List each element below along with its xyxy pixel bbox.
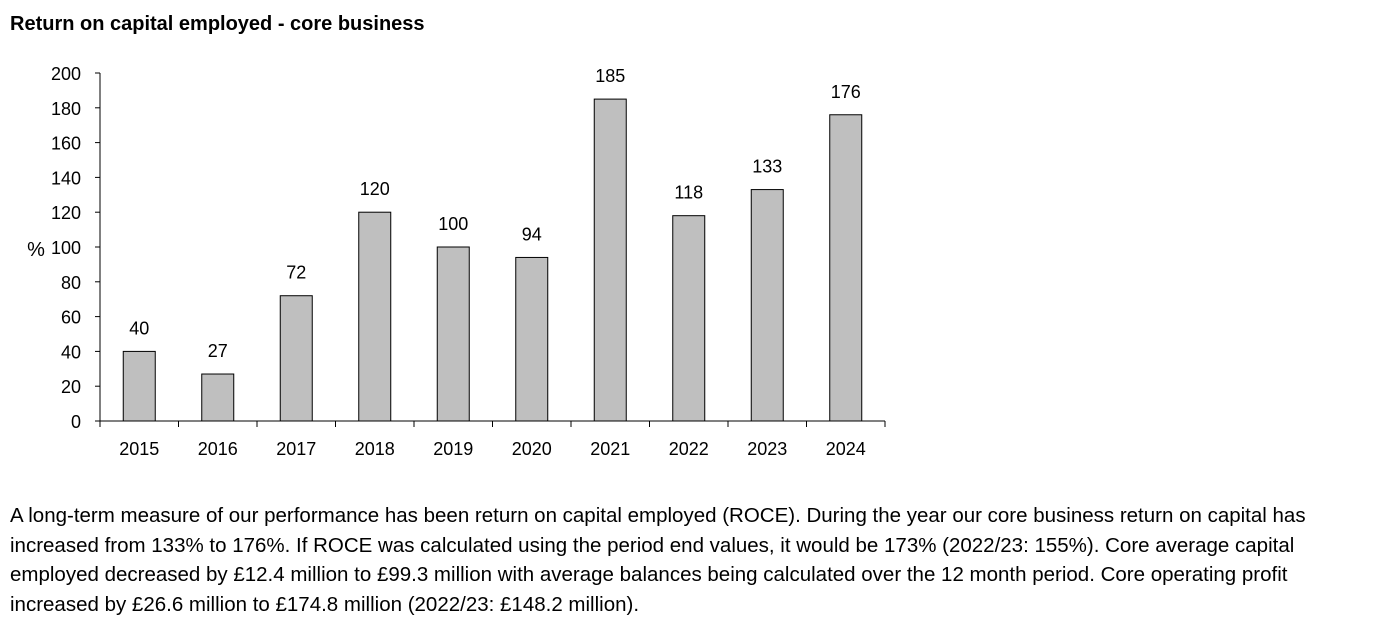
x-tick-label: 2021 [590, 439, 631, 459]
y-tick-label: 60 [60, 307, 81, 328]
bar-2017 [280, 296, 312, 421]
x-tick-label: 2024 [825, 439, 866, 459]
x-tick-label: 2019 [433, 439, 474, 459]
data-label: 94 [521, 224, 542, 245]
data-label: 40 [129, 318, 150, 339]
bar-2021 [594, 99, 626, 421]
data-label: 118 [674, 182, 704, 203]
y-tick-label: 140 [50, 168, 81, 189]
data-label: 185 [595, 66, 626, 87]
y-tick-label: 40 [60, 342, 81, 363]
y-axis-label: % [27, 239, 45, 261]
data-label: 176 [830, 81, 861, 102]
x-tick-label: 2017 [276, 439, 317, 459]
data-label: 72 [286, 262, 307, 283]
data-label: 120 [359, 179, 390, 200]
y-axis [51, 64, 100, 432]
bar-2018 [359, 212, 391, 421]
bar-2022 [673, 216, 705, 421]
bar-2020 [516, 257, 548, 421]
x-tick-label: 2015 [119, 439, 160, 459]
x-tick-label: 2023 [747, 439, 788, 459]
data-label: 133 [752, 156, 783, 177]
y-tick-label: 100 [50, 238, 81, 258]
x-tick-label: 2016 [197, 439, 238, 459]
x-axis [100, 421, 885, 459]
bars [123, 99, 862, 421]
bar-2023 [751, 190, 783, 421]
x-tick-label: 2022 [668, 439, 709, 459]
bar-2019 [437, 247, 469, 421]
chart-title: Return on capital employed - core business [10, 13, 425, 35]
y-tick-label: 180 [50, 98, 81, 119]
y-tick-label: 120 [50, 203, 81, 224]
y-tick-label: 80 [60, 272, 81, 293]
bar-2024 [830, 115, 862, 421]
data-label: 27 [207, 341, 228, 362]
bar-2016 [202, 374, 234, 421]
x-tick-label: 2020 [511, 439, 552, 459]
y-tick-label: 20 [60, 377, 81, 398]
y-tick-label: 0 [70, 412, 81, 432]
y-tick-label: 160 [50, 133, 81, 154]
bar-2015 [123, 351, 155, 421]
x-tick-label: 2018 [354, 439, 395, 459]
description-paragraph: A long-term measure of our performance has been return on capital employed (ROCE). During the year our core business return on capital has increased from 133% to 176%. If ROCE was calculated using the period end values, it would be 173% (2022/23: 155%). Core average capital employed decreased by £12.4 million to £99.3 million with average balances being calculated over the 12 month period. Core operating profit increased by £26.6 million to £174.8 million (2022/23: £148.2 million). [10, 504, 1306, 616]
data-label: 100 [438, 214, 469, 234]
y-tick-label: 200 [50, 64, 81, 84]
